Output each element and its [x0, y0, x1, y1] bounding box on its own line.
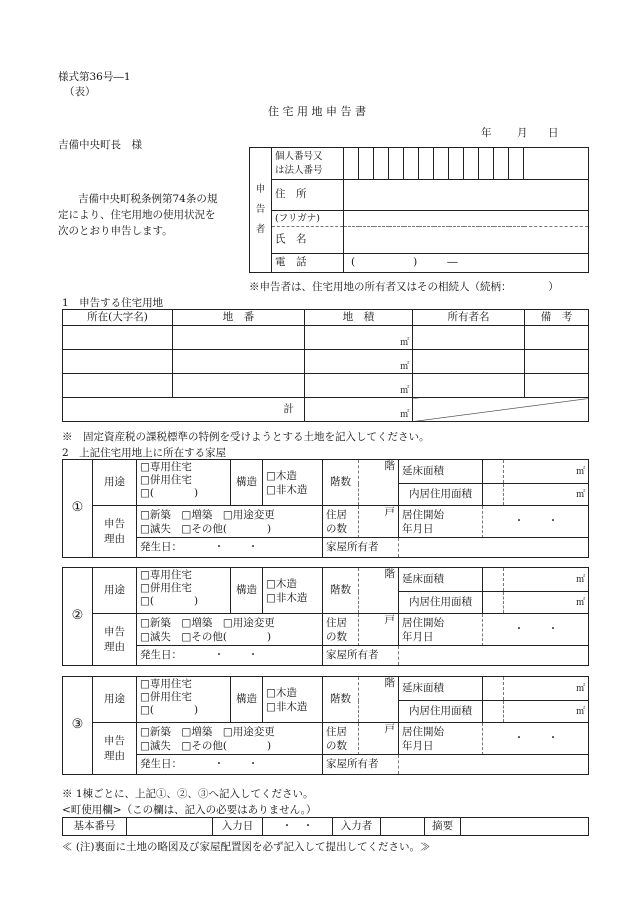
land-location-cell[interactable] [63, 350, 173, 374]
structure-options[interactable]: □木造 □非木造 [263, 460, 323, 506]
id-digit[interactable] [404, 148, 419, 180]
households-label: 住居 の数 [323, 506, 359, 538]
id-digit[interactable] [479, 148, 494, 180]
form-side: （表） [64, 86, 96, 98]
house-table-3 [62, 676, 589, 775]
reason-options[interactable]: □新築 □増築 □用途変更 □滅失 □その他( ) [137, 723, 323, 755]
structure-label: 構造 [231, 568, 263, 614]
floors-field[interactable]: 階 [359, 460, 399, 506]
move-in-field[interactable]: ・ ・ [483, 614, 589, 646]
use-options[interactable]: □専用住宅 □併用住宅 □( ) [137, 677, 231, 723]
office-table [62, 817, 589, 836]
land-table [62, 309, 589, 422]
households-label: 住居 の数 [323, 614, 359, 646]
basic-number-field[interactable] [127, 818, 213, 836]
summary-field[interactable] [461, 818, 589, 836]
id-digit[interactable] [524, 148, 589, 180]
use-label: 用途 [93, 677, 137, 723]
id-digit[interactable] [494, 148, 509, 180]
summary-label: 摘要 [425, 818, 461, 836]
date-year-label: 年 [481, 127, 492, 139]
total-floor-area-label: 延床面積 [399, 460, 483, 484]
living-area-label: 内居住用面積 [399, 592, 483, 614]
land-owner-cell[interactable] [413, 374, 525, 398]
name-label: 氏 名 [272, 227, 344, 254]
land-row [63, 350, 589, 374]
structure-label: 構造 [231, 677, 263, 723]
land-lot-cell[interactable] [173, 374, 305, 398]
id-digit[interactable] [464, 148, 479, 180]
phone-field[interactable]: ( ) ― [344, 254, 589, 273]
house-number: ① [63, 460, 93, 558]
reason-options[interactable]: □新築 □増築 □用途変更 □滅失 □その他( ) [137, 614, 323, 646]
col-area: 地 積 [305, 310, 413, 326]
land-remarks-cell[interactable] [525, 374, 589, 398]
floors-label: 階数 [323, 677, 359, 723]
kana-field[interactable] [344, 211, 589, 227]
total-floor-area-label: 延床面積 [399, 677, 483, 701]
move-in-field[interactable]: ・ ・ [483, 506, 589, 538]
total-floor-area-label: 延床面積 [399, 568, 483, 592]
total-floor-area-field[interactable] [483, 568, 504, 592]
total-floor-area-unit: ㎡ [504, 568, 589, 592]
land-owner-cell[interactable] [413, 326, 525, 350]
phone-label: 電 話 [272, 254, 344, 273]
page-title: 住 宅 用 地 申 告 書 [268, 105, 366, 118]
declarant-note: ※申告者は、住宅用地の所有者又はその相続人（続柄： ） [249, 281, 559, 293]
form-number: 様式第36号―1 [58, 71, 131, 83]
land-total-row [63, 398, 589, 422]
occurrence-date[interactable]: 発生日： ・ ・ [137, 646, 323, 666]
house-table-1 [62, 459, 589, 558]
col-owner: 所有者名 [413, 310, 525, 326]
input-person-label: 入力者 [333, 818, 381, 836]
structure-label: 構造 [231, 460, 263, 506]
col-lot-number: 地 番 [173, 310, 305, 326]
input-person-field[interactable] [381, 818, 425, 836]
land-location-cell[interactable] [63, 374, 173, 398]
house-owner-field[interactable] [399, 755, 589, 775]
occurrence-date[interactable]: 発生日： ・ ・ [137, 538, 323, 558]
floors-label: 階数 [323, 460, 359, 506]
input-date-field[interactable]: ・ ・ [263, 818, 333, 836]
col-location: 所在(大字名) [63, 310, 173, 326]
reason-label: 申告 理由 [93, 614, 137, 666]
move-in-label: 居住開始 年月日 [399, 614, 483, 646]
living-area-label: 内居住用面積 [399, 701, 483, 723]
house-number: ② [63, 568, 93, 666]
living-area-field[interactable] [483, 701, 504, 723]
col-remarks: 備 考 [525, 310, 589, 326]
land-lot-cell[interactable] [173, 326, 305, 350]
addressee: 吉備中央町長 様 [58, 139, 142, 151]
living-area-field[interactable] [483, 592, 504, 614]
households-field[interactable]: 戸 [359, 506, 399, 538]
structure-options[interactable]: □木造 □非木造 [263, 677, 323, 723]
house-owner-label: 家屋所有者 [323, 538, 399, 558]
declarant-table [249, 147, 589, 273]
id-digit[interactable] [344, 148, 359, 180]
floors-field[interactable]: 階 [359, 677, 399, 723]
land-area-cell[interactable]: ㎡ [305, 326, 413, 350]
house-owner-label: 家屋所有者 [323, 755, 399, 775]
id-digit[interactable] [509, 148, 524, 180]
floors-field[interactable]: 階 [359, 568, 399, 614]
section1-heading: 1 申告する住宅用地 [62, 297, 164, 309]
total-floor-area-unit: ㎡ [504, 460, 589, 484]
kana-label: (フリガナ) [272, 211, 344, 227]
section2-note: ※ 1棟ごとに、上記①、②、③へ記入してください。 [62, 788, 314, 800]
intro-line-3: 次のとおり申告します。 [58, 225, 173, 237]
id-digit[interactable] [419, 148, 434, 180]
id-digit[interactable] [389, 148, 404, 180]
id-digit[interactable] [449, 148, 464, 180]
address-label: 住 所 [272, 180, 344, 211]
house-table-2 [62, 567, 589, 666]
households-label: 住居 の数 [323, 723, 359, 755]
reason-label: 申告 理由 [93, 723, 137, 775]
reason-label: 申告 理由 [93, 506, 137, 558]
basic-number-label: 基本番号 [63, 818, 127, 836]
total-floor-area-field[interactable] [483, 677, 504, 701]
land-location-cell[interactable] [63, 326, 173, 350]
land-row [63, 374, 589, 398]
address-field[interactable] [344, 180, 589, 211]
occurrence-date[interactable]: 発生日： ・ ・ [137, 755, 323, 775]
date-day-label: 日 [548, 127, 559, 139]
households-field[interactable]: 戸 [359, 614, 399, 646]
living-area-unit: ㎡ [504, 484, 589, 506]
total-label: 計 [63, 398, 305, 422]
land-remarks-cell[interactable] [525, 350, 589, 374]
structure-options[interactable]: □木造 □非木造 [263, 568, 323, 614]
move-in-field[interactable]: ・ ・ [483, 723, 589, 755]
total-floor-area-field[interactable] [483, 460, 504, 484]
total-empty-cell [413, 398, 589, 422]
id-digit[interactable] [374, 148, 389, 180]
land-row [63, 326, 589, 350]
input-date-label: 入力日 [213, 818, 263, 836]
house-owner-field[interactable] [399, 538, 589, 558]
name-field[interactable] [344, 227, 589, 254]
intro-line-2: 定により、住宅用地の使用状況を [58, 209, 216, 221]
households-field[interactable]: 戸 [359, 723, 399, 755]
id-number-label: 個人番号又 は法人番号 [272, 148, 344, 180]
use-label: 用途 [93, 568, 137, 614]
date-month-label: 月 [517, 127, 528, 139]
footer-note: ≪ (注)裏面に土地の略図及び家屋配置図を必ず記入して提出してください。≫ [62, 841, 431, 853]
move-in-label: 居住開始 年月日 [399, 723, 483, 755]
use-options[interactable]: □専用住宅 □併用住宅 □( ) [137, 460, 231, 506]
use-options[interactable]: □専用住宅 □併用住宅 □( ) [137, 568, 231, 614]
section1-note: ※ 固定資産税の課税標準の特例を受けようとする土地を記入してください。 [62, 431, 430, 443]
declarant-label: 申 告 者 [250, 148, 272, 273]
land-remarks-cell[interactable] [525, 326, 589, 350]
use-label: 用途 [93, 460, 137, 506]
id-digit[interactable] [434, 148, 449, 180]
office-heading: <町使用欄>（この欄は、記入の必要はありません。） [62, 804, 317, 816]
land-owner-cell[interactable] [413, 350, 525, 374]
living-area-unit: ㎡ [504, 592, 589, 614]
house-number: ③ [63, 677, 93, 775]
living-area-field[interactable] [483, 484, 504, 506]
living-area-unit: ㎡ [504, 701, 589, 723]
house-owner-label: 家屋所有者 [323, 646, 399, 666]
intro-line-1: 吉備中央町税条例第74条の規 [78, 193, 218, 205]
land-lot-cell[interactable] [173, 350, 305, 374]
total-area-cell[interactable]: ㎡ [305, 398, 413, 422]
floors-label: 階数 [323, 568, 359, 614]
living-area-label: 内居住用面積 [399, 484, 483, 506]
section2-heading: 2 上記住宅用地上に所在する家屋 [62, 447, 227, 459]
move-in-label: 居住開始 年月日 [399, 506, 483, 538]
land-area-cell[interactable]: ㎡ [305, 350, 413, 374]
reason-options[interactable]: □新築 □増築 □用途変更 □滅失 □その他( ) [137, 506, 323, 538]
house-owner-field[interactable] [399, 646, 589, 666]
id-digit[interactable] [359, 148, 374, 180]
total-floor-area-unit: ㎡ [504, 677, 589, 701]
land-area-cell[interactable]: ㎡ [305, 374, 413, 398]
